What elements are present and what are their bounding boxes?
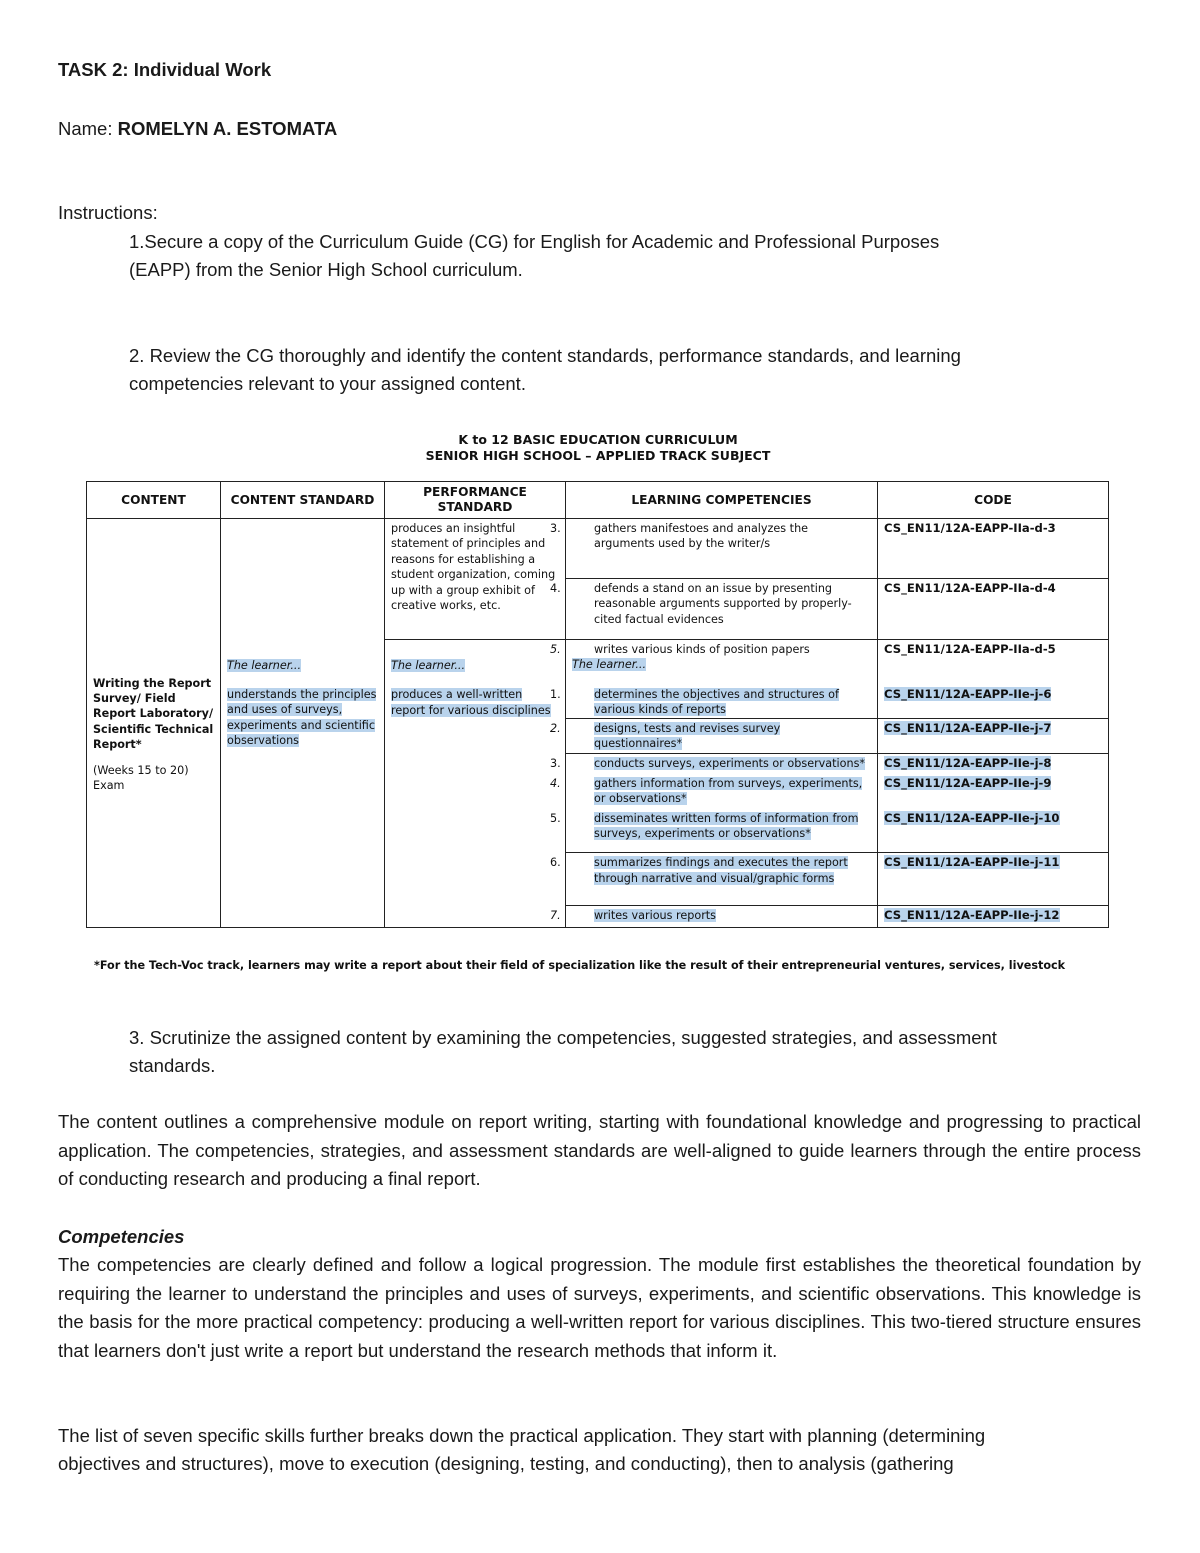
header-code: CODE bbox=[878, 482, 1109, 519]
cell-competency: 3. gathers manifestoes and analyzes the arguments used by the writer/s bbox=[566, 519, 878, 579]
cell-competency: 4. gathers information from surveys, experiments, or observations* bbox=[566, 774, 878, 809]
cell-code: CS_EN11/12A-EAPP-IIe-j-7 bbox=[878, 718, 1109, 754]
cell-code: CS_EN11/12A-EAPP-IIe-j-9 bbox=[878, 774, 1109, 809]
competencies-paragraph-1: The competencies are clearly defined and follow a logical progression. The module first establishes the theoretical foundation by requiring the learner to understand the principles and uses of surveys, experiments, and scientific observations. This knowledge is the basis for the more practical competency: producing a well-written report for various disciplines. This two-tiered structure ensures that learners don't just write a report but understand the research methods that inform it. bbox=[58, 1254, 1141, 1361]
cell-blank bbox=[221, 519, 385, 640]
cell-blank bbox=[87, 519, 221, 640]
cell-code: CS_EN11/12A-EAPP-IIa-d-4 bbox=[878, 579, 1109, 640]
competencies-paragraph-2-line-1: The list of seven specific skills further breaks down the practical application. They start with planning (determining bbox=[58, 1425, 986, 1446]
cg-title-1: K to 12 BASIC EDUCATION CURRICULUM bbox=[458, 432, 738, 447]
cell-code: CS_EN11/12A-EAPP-IIe-j-8 bbox=[878, 754, 1109, 774]
instruction-2-line-2: competencies relevant to your assigned content. bbox=[129, 373, 526, 394]
cell-content-standard: The learner... understands the principles and uses of surveys, experiments and scientific observations bbox=[221, 640, 385, 928]
header-content-standard: CONTENT STANDARD bbox=[221, 482, 385, 519]
curriculum-table bbox=[86, 481, 1109, 928]
cell-code: CS_EN11/12A-EAPP-IIa-d-3 bbox=[878, 519, 1109, 579]
cell-code: CS_EN11/12A-EAPP-IIe-j-11 bbox=[878, 853, 1109, 906]
cg-title-2: SENIOR HIGH SCHOOL – APPLIED TRACK SUBJECT bbox=[425, 448, 771, 463]
instruction-1-line-2: (EAPP) from the Senior High School curriculum. bbox=[129, 259, 523, 280]
cell-competency: 7. writes various reports bbox=[566, 906, 878, 928]
task-title: TASK 2: Individual Work bbox=[58, 59, 272, 80]
name-line bbox=[58, 115, 337, 143]
instruction-3-line-1: 3. Scrutinize the assigned content by examining the competencies, suggested strategies, and assessment bbox=[129, 1027, 997, 1048]
cell-competency: 6. summarizes findings and executes the report through narrative and visual/graphic forms bbox=[566, 853, 878, 906]
table-header-row bbox=[87, 482, 1109, 519]
instruction-3-line-2: standards. bbox=[129, 1055, 216, 1076]
cell-competency: 5. writes various kinds of position papers The learner... 1. determines the objectives and structures of various kinds of reports bbox=[566, 640, 878, 719]
header-learning-competencies: LEARNING COMPETENCIES bbox=[566, 482, 878, 519]
cell-performance-standard: The learner... produces a well-written report for various disciplines bbox=[385, 640, 566, 928]
cell-content: Writing the Report Survey/ Field Report Laboratory/ Scientific Technical Report* (Weeks 15 to 20) Exam bbox=[87, 640, 221, 928]
cell-code: CS_EN11/12A-EAPP-IIe-j-10 bbox=[878, 809, 1109, 853]
cell-code: CS_EN11/12A-EAPP-IIa-d-5 CS_EN11/12A-EAPP-IIe-j-6 bbox=[878, 640, 1109, 719]
cell-prev-performance: produces an insightful statement of principles and reasons for establishing a student organization, coming up with a group exhibit of creative works, etc. bbox=[385, 519, 566, 640]
cell-competency: 5. disseminates written forms of information from surveys, experiments or observations* bbox=[566, 809, 878, 853]
cell-code: CS_EN11/12A-EAPP-IIe-j-12 bbox=[878, 906, 1109, 928]
table-row bbox=[87, 640, 1109, 719]
instruction-2-line-1: 2. Review the CG thoroughly and identify the content standards, performance standards, and learning bbox=[129, 345, 961, 366]
header-content: CONTENT bbox=[87, 482, 221, 519]
header-performance-standard: PERFORMANCE STANDARD bbox=[385, 482, 566, 519]
instructions-label: Instructions: bbox=[58, 202, 158, 223]
competencies-heading: Competencies bbox=[58, 1226, 185, 1247]
intro-paragraph: The content outlines a comprehensive module on report writing, starting with foundational knowledge and progressing to practical application. The competencies, strategies, and assessment standards are well-aligned to guide learners through the entire process of conducting research and producing a final report. bbox=[58, 1111, 1141, 1190]
cell-competency: 4. defends a stand on an issue by presenting reasonable arguments supported by properly-cited factual evidences bbox=[566, 579, 878, 640]
competencies-paragraph-2-line-2: objectives and structures), move to execution (designing, testing, and conducting), then to analysis (gathering bbox=[58, 1453, 954, 1474]
instruction-1-line-1: 1.Secure a copy of the Curriculum Guide (CG) for English for Academic and Professional Purposes bbox=[129, 231, 940, 252]
cell-competency: 2. designs, tests and revises survey questionnaires* bbox=[566, 718, 878, 754]
cell-competency: 3. conducts surveys, experiments or observations* bbox=[566, 754, 878, 774]
table-row bbox=[87, 519, 1109, 579]
cg-footnote: *For the Tech-Voc track, learners may write a report about their field of specialization like the result of their entrepreneurial ventures, services, livestock bbox=[94, 959, 1066, 972]
name-label: Name: bbox=[58, 118, 113, 139]
curriculum-guide-image bbox=[86, 428, 1110, 976]
name-value: ROMELYN A. ESTOMATA bbox=[117, 118, 338, 139]
